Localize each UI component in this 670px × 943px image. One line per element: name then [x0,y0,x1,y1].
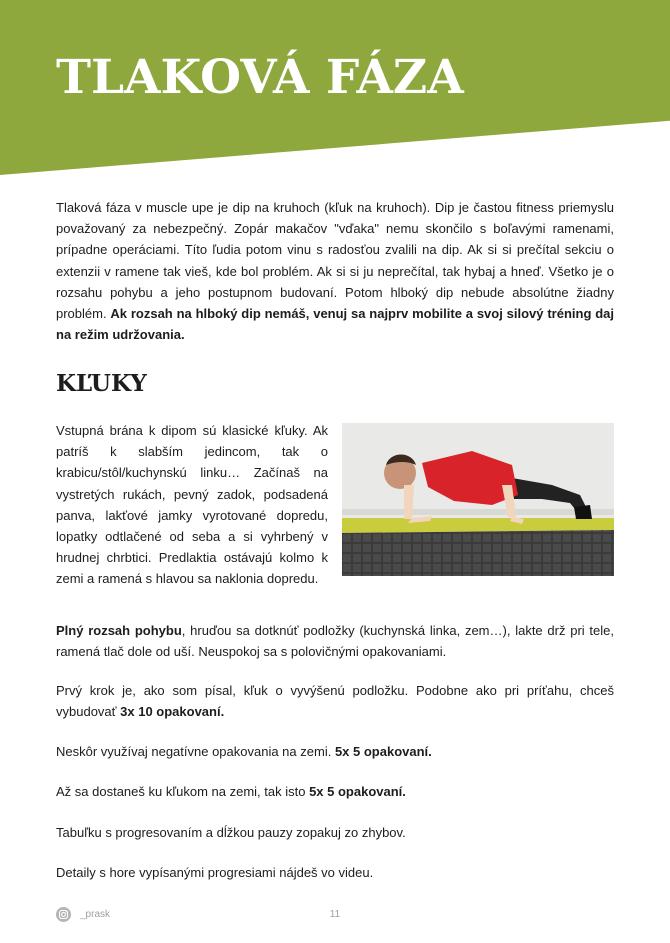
on-floor-paragraph [56,781,614,802]
first-step-text: Prvý krok je, ako som písal, kľuk o vyvýšenú podložku. Podobne ako pri príťahu, chceš vybudovať [56,683,614,720]
negatives-paragraph [56,741,614,762]
page-number: 11 [329,909,341,920]
range-text: , hruďou sa dotknúť podložky (kuchynská linka, zem…), lakte drž pri tele, ramená tlač dole od uší. Neuspokoj sa s polovičnými opakovaniami. [56,623,614,660]
negatives-text: Neskôr využívaj negatívne opakovania na zemi. [56,744,335,759]
range-paragraph [56,620,614,662]
range-bold: Plný rozsah pohybu [56,623,182,638]
pushup-photo [342,423,614,576]
table-note-paragraph: Tabuľku s progresovaním a dĺžkou pauzy zopakuj zo zhybov. [56,825,406,840]
first-step-bold: 3x 10 opakovaní. [120,704,225,720]
pushups-paragraph: Vstupná brána k dipom sú klasické kľuky. Ak patríš k slabším jedincom, tak o krabicu/stôl/kuchynskú linku… Začínaš na vystretých rukách, pevný zadok, podsadená panva, lakťové jamky vyrotované dopredu, lopatky odtlačené od seba a si vyhrbený v hrudnej chrbtici. Predlaktia ostávajú kolmo k zemi a ramená s hlavou sa naklonia dopredu. [56,423,328,587]
negatives-bold: 5x 5 opakovaní. [334,744,432,759]
first-step-paragraph [56,680,614,722]
section-heading: KĽUKY [56,370,147,397]
intro-text: Tlaková fáza v muscle upe je dip na kruhoch (kľuk na kruhoch). Dip je častou fitness priemyslu považovaný za nebezpečný. Zopár makačov "vďaka" nemu skončilo s boľavými ramenami, prípadne operáciami. Títo ľudia potom vinu s radosťou zvalili na dip. Ak si si prečítal sekciu o extenzii v ramene tak vieš, kde bol problém. Ak si si ju neprečítal, tak hybaj a hneď. Všetko je o rozsahu pohybu a jeho postupnom budovaní. Potom hlboký dip nebude absolútne žiadny problém. [56,200,614,322]
on-floor-text: Až sa dostaneš ku kľukom na zemi, tak isto [56,784,310,799]
page-title: TLAKOVÁ FÁZA [56,50,464,105]
instagram-icon [56,907,71,922]
intro-bold: Ak rozsah na hlboký dip nemáš, venuj sa najprv mobilite a svoj silový tréning daj na režim udržovania. [56,306,614,343]
video-note-paragraph: Detaily s hore vypísanými progresiami nájdeš vo videu. [56,865,374,880]
footer-handle: _prask [80,909,111,920]
intro-paragraph [56,197,614,345]
on-floor-bold: 5x 5 opakovaní. [309,784,406,799]
